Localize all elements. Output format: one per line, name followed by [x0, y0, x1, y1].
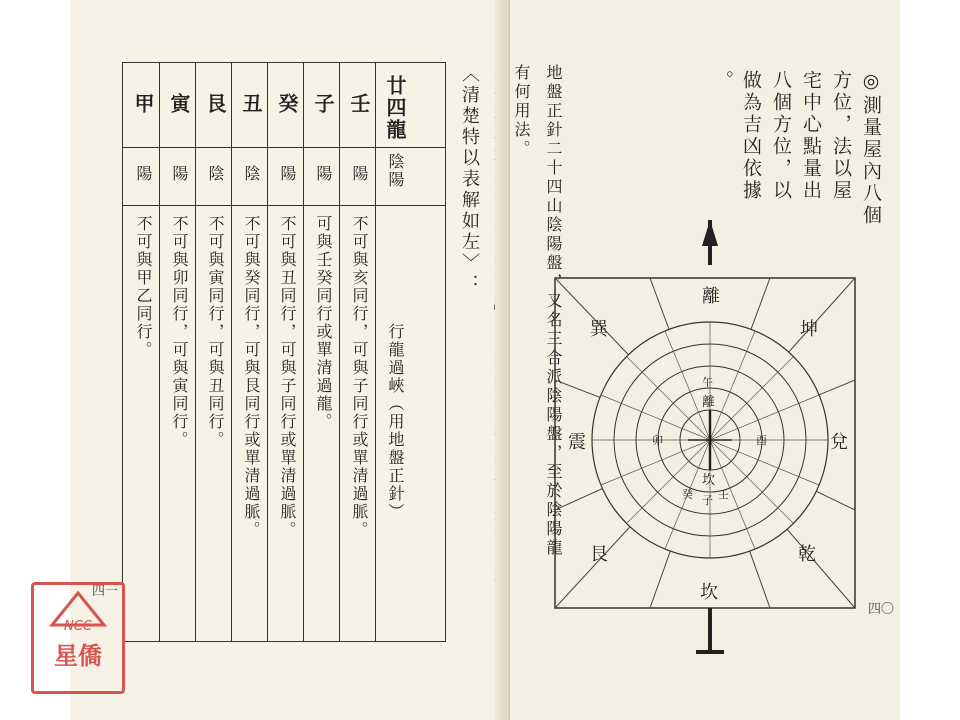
direction-kan: 坎	[700, 582, 718, 603]
inner-label: 酉	[756, 434, 767, 447]
header-rule: 行龍過峽（用地盤正針）	[386, 323, 405, 521]
row-rule: 不可與卯同行，可與寅同行。	[170, 215, 189, 449]
row-yinyang: 陽	[170, 165, 189, 183]
table-divider	[339, 63, 340, 641]
direction-li: 離	[702, 286, 720, 307]
table-rule	[123, 147, 445, 148]
row-rule: 不可與癸同行，可與艮同行或單清過脈。	[242, 215, 261, 539]
left-paragraph-4: 地盤正針二十四山陰陽盤，又名三合派陰陽盤，至於陰陽龍	[544, 64, 563, 558]
inner-label: 壬	[718, 488, 729, 501]
table-divider	[303, 63, 304, 641]
row-dragon: 壬	[347, 93, 371, 115]
row-yinyang: 陽	[314, 165, 333, 183]
publisher-stamp	[31, 582, 125, 694]
row-rule: 不可與寅同行，可與丑同行。	[206, 215, 225, 449]
row-dragon: 艮	[203, 93, 227, 115]
inner-label: 午	[702, 376, 713, 389]
row-dragon: 寅	[167, 93, 191, 115]
right-text-1: ◎測量屋內八個	[860, 70, 882, 227]
header-dragon: 廿四龍	[383, 75, 407, 141]
direction-qian: 乾	[798, 544, 816, 565]
stamp-logo-text: NCC	[64, 619, 92, 634]
inner-label: 癸	[682, 488, 693, 501]
inner-label: 坎	[702, 473, 716, 488]
right-text-4: 八個方位，以	[770, 70, 792, 202]
header-yinyang: 陰陽	[386, 153, 405, 189]
table-divider	[159, 63, 160, 641]
row-yinyang: 陽	[278, 165, 297, 183]
table-divider	[267, 63, 268, 641]
inner-label: 卯	[652, 434, 663, 447]
left-paragraph-3: 有何用法。	[512, 64, 531, 159]
right-text-2: 方位，法以屋	[830, 70, 852, 202]
direction-kun: 坤	[800, 319, 818, 340]
table-divider	[195, 63, 196, 641]
north-arrowhead	[702, 220, 718, 246]
inner-label: 子	[702, 494, 713, 507]
row-yinyang: 陽	[350, 165, 369, 183]
table-rule	[123, 205, 445, 206]
row-dragon: 癸	[275, 93, 299, 115]
page-number-left: 四一	[92, 584, 119, 599]
row-rule: 不可與甲乙同行。	[134, 215, 153, 359]
row-rule: 不可與亥同行，可與子同行或單清過脈。	[350, 215, 369, 539]
row-rule: 不可與丑同行，可與子同行或單清過脈。	[278, 215, 297, 539]
page-number-right: 四〇	[868, 602, 895, 617]
compass-diagram	[530, 220, 860, 660]
row-dragon: 子	[311, 93, 335, 115]
right-text-6: 。	[712, 70, 734, 92]
right-text-3: 宅中心點量出	[800, 70, 822, 202]
right-text-5: 做為吉凶依據	[740, 70, 762, 202]
intro-table-note: 〈清楚特以表解如左〉：	[459, 64, 480, 295]
row-yinyang: 陽	[134, 165, 153, 183]
right-page	[510, 0, 900, 720]
direction-dui: 兌	[830, 432, 848, 453]
direction-xun: 巽	[590, 319, 608, 340]
open-book	[70, 0, 900, 720]
table-divider	[231, 63, 232, 641]
stamp-name: 星僑	[54, 641, 102, 670]
left-page	[70, 0, 510, 720]
direction-gen: 艮	[590, 544, 608, 565]
table-divider	[375, 63, 376, 641]
row-yinyang: 陰	[206, 165, 225, 183]
row-yinyang: 陰	[242, 165, 261, 183]
dragon-table	[122, 62, 446, 642]
inner-label: 離	[702, 395, 716, 410]
row-dragon: 甲	[131, 93, 155, 115]
direction-zhen: 震	[568, 432, 586, 453]
row-dragon: 丑	[239, 93, 263, 115]
row-rule: 可與壬癸同行或單清過龍。	[314, 215, 333, 431]
